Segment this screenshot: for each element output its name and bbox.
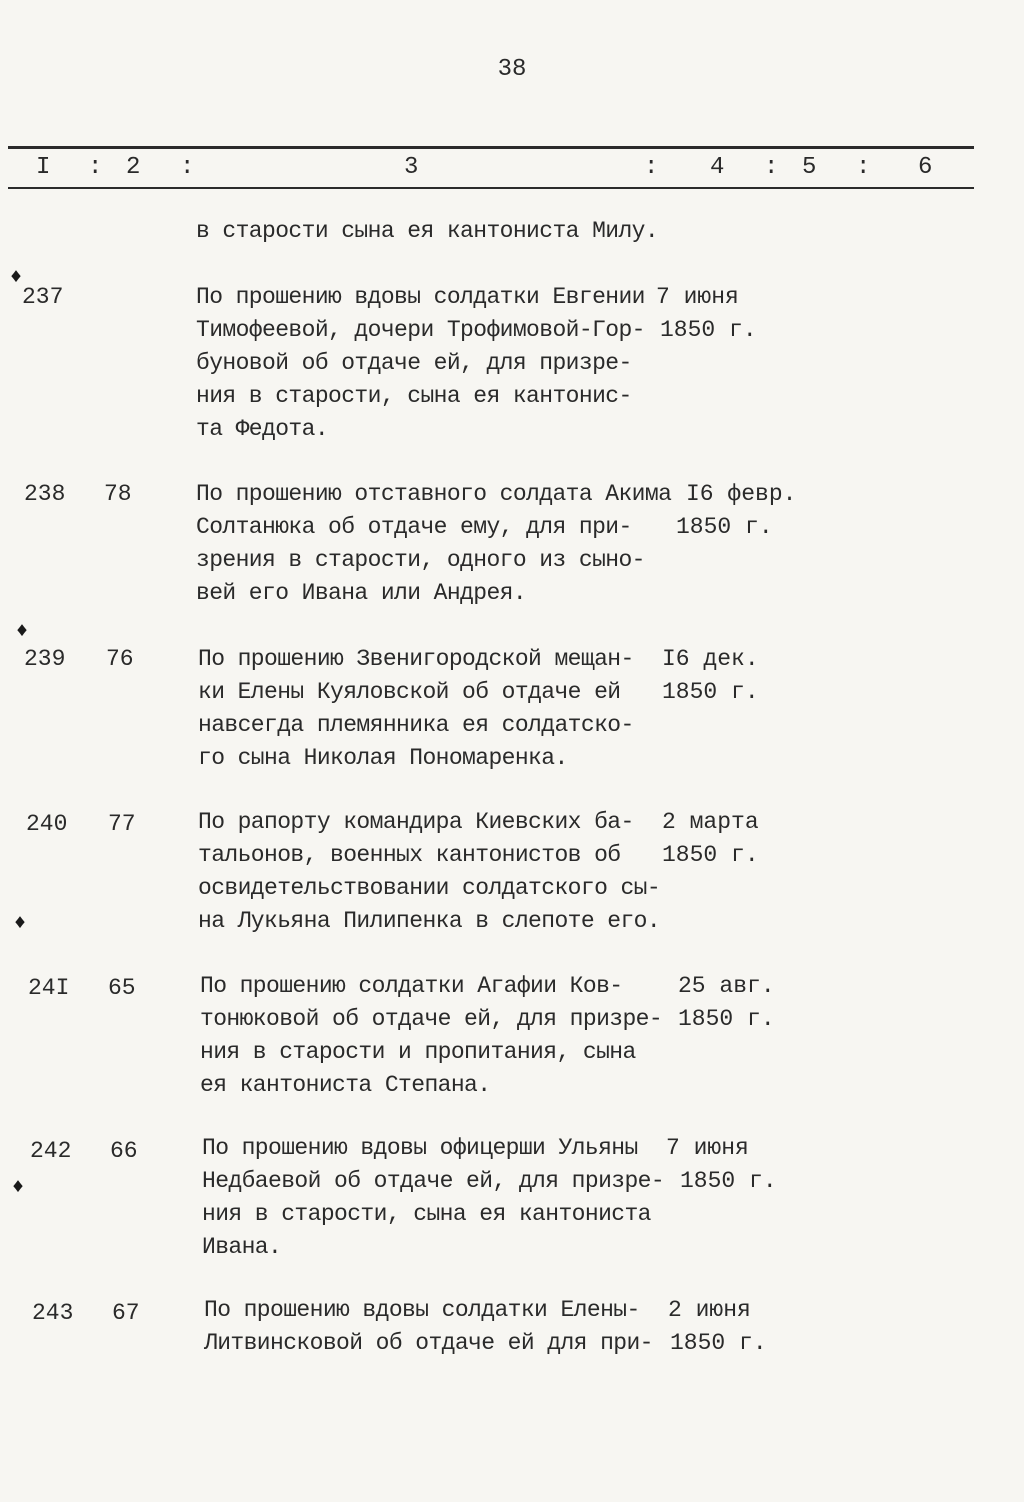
record-year: 1850 г. xyxy=(678,1006,775,1032)
header-separator: : xyxy=(856,154,871,181)
record-text-line: зрения в старости, одного из сыно- xyxy=(196,547,645,573)
record-text-line: тальонов, военных кантонистов об xyxy=(198,842,621,868)
record-text-line: Литвинсковой об отдаче ей для при- xyxy=(204,1330,653,1356)
record-date: 25 авг. xyxy=(678,973,775,999)
record-text-line: По прошению солдатки Агафии Ков- xyxy=(200,973,623,999)
table-header-rule xyxy=(8,187,974,189)
record-reference: 67 xyxy=(112,1300,140,1326)
record-year: 1850 г. xyxy=(662,679,759,705)
table-top-rule xyxy=(8,146,974,149)
record-date: 2 марта xyxy=(662,809,759,835)
record-year: 1850 г. xyxy=(676,514,773,540)
record-text-line: По прошению вдовы солдатки Елены- xyxy=(204,1297,640,1323)
record-number: 239 xyxy=(24,646,66,672)
header-separator: : xyxy=(180,154,195,181)
record-text-line: ки Елены Куяловской об отдаче ей xyxy=(198,679,621,705)
record-text-line: По прошению вдовы офицерши Ульяны xyxy=(202,1135,638,1161)
record-number: 24I xyxy=(28,975,70,1001)
record-reference: 66 xyxy=(110,1138,138,1164)
margin-ink-mark: ♦ xyxy=(16,620,29,643)
margin-ink-mark: ♦ xyxy=(12,1176,25,1199)
record-reference: 65 xyxy=(108,975,136,1001)
record-text-line: По прошению вдовы солдатки Евгении xyxy=(196,284,645,310)
record-number: 237 xyxy=(22,284,64,310)
record-text-line: буновой об отдаче ей, для призре- xyxy=(196,350,632,376)
record-text-line: ния в старости и пропитания, сына xyxy=(200,1039,636,1065)
record-year: 1850 г. xyxy=(680,1168,777,1194)
record-text-line: освидетельствовании солдатского сы- xyxy=(198,875,661,901)
record-text-line: вей его Ивана или Андрея. xyxy=(196,580,527,606)
record-text-line: Тимофеевой, дочери Трофимовой-Гор- xyxy=(196,317,645,343)
record-date: I6 февр. xyxy=(686,481,797,507)
record-text-line: тонюковой об отдаче ей, для призре- xyxy=(200,1006,663,1032)
header-separator: : xyxy=(764,154,779,181)
record-reference: 77 xyxy=(108,811,136,837)
record-year: 1850 г. xyxy=(662,842,759,868)
margin-ink-mark: ♦ xyxy=(10,266,23,289)
record-number: 240 xyxy=(26,811,68,837)
header-col-5: 5 xyxy=(802,154,817,181)
record-text-line: По прошению отставного солдата Акима xyxy=(196,481,672,507)
record-year: 1850 г. xyxy=(660,317,757,343)
record-text-line: ния в старости, сына ея кантониста xyxy=(202,1201,651,1227)
record-text-line: По прошению Звенигородской мещан- xyxy=(198,646,634,672)
record-number: 243 xyxy=(32,1300,74,1326)
record-reference: 76 xyxy=(106,646,134,672)
record-text-line: та Федота. xyxy=(196,416,329,442)
record-date: 2 июня xyxy=(668,1297,751,1323)
record-date: 7 июня xyxy=(666,1135,749,1161)
header-separator: : xyxy=(88,154,103,181)
record-number: 238 xyxy=(24,481,66,507)
header-col-2: 2 xyxy=(126,154,141,181)
record-text-line: Солтанюка об отдаче ему, для при- xyxy=(196,514,632,540)
record-date: 7 июня xyxy=(656,284,739,310)
header-col-1: I xyxy=(36,154,51,181)
record-text-line: Недбаевой об отдаче ей, для призре- xyxy=(202,1168,665,1194)
record-text-line: го сына Николая Пономаренка. xyxy=(198,745,568,771)
page-number: 38 xyxy=(497,56,527,83)
record-number: 242 xyxy=(30,1138,72,1164)
header-col-3: 3 xyxy=(404,154,419,181)
record-text-line: навсегда племянника ея солдатско- xyxy=(198,712,634,738)
record-date: I6 дек. xyxy=(662,646,759,672)
record-year: 1850 г. xyxy=(670,1330,767,1356)
header-col-4: 4 xyxy=(710,154,725,181)
record-text-line: ея кантониста Степана. xyxy=(200,1072,491,1098)
header-separator: : xyxy=(644,154,659,181)
continuation-text: в старости сына ея кантониста Милу. xyxy=(196,218,659,244)
margin-ink-mark: ♦ xyxy=(14,912,27,935)
record-text-line: Ивана. xyxy=(202,1234,282,1260)
record-text-line: ния в старости, сына ея кантонис- xyxy=(196,383,632,409)
record-text-line: По рапорту командира Киевских ба- xyxy=(198,809,634,835)
header-col-6: 6 xyxy=(918,154,933,181)
record-reference: 78 xyxy=(104,481,132,507)
record-text-line: на Лукьяна Пилипенка в слепоте его. xyxy=(198,908,661,934)
